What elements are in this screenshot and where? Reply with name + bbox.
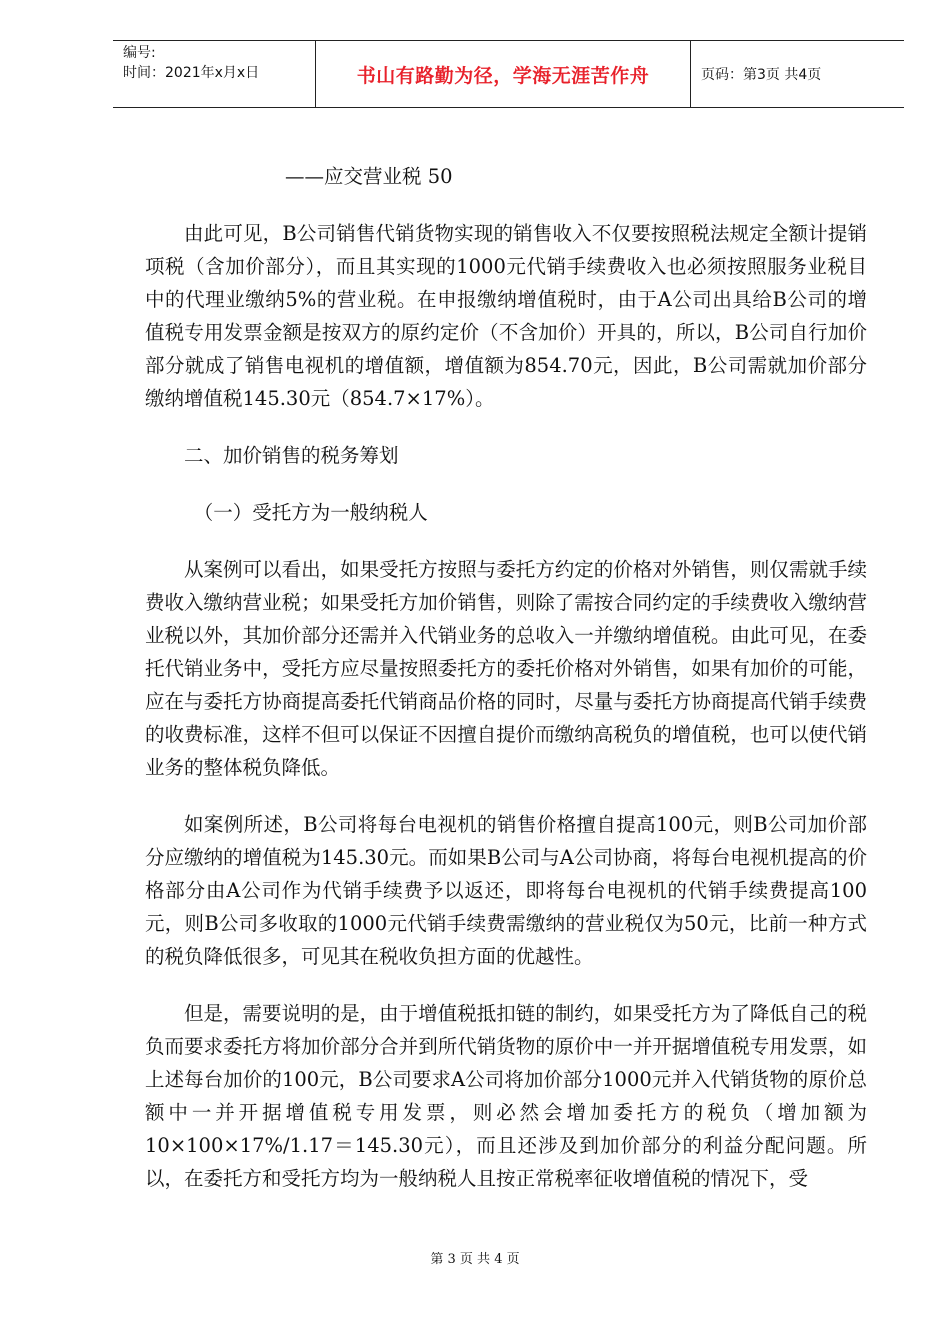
header-motto: 书山有路勤为径，学海无涯苦作舟 xyxy=(316,41,691,107)
document-body xyxy=(145,160,867,1195)
paragraph-analysis: 从案例可以看出，如果受托方按照与委托方约定的价格对外销售，则仅需就手续费收入缴纳营业税；如果受托方加价销售，则除了需按合同约定的手续费收入缴纳营业税以外，其加价部分还需并入代销业务的总收入一并缴纳增值税。由此可见，在委托代销业务中，受托方应尽量按照委托方的委托价格对外销售，如果有加价的可能，应在与委托方协商提高委托代销商品价格的同时，尽量与委托方协商提高代销手续费的收费标准，这样不但可以保证不因擅自提价而缴纳高税负的增值税，也可以使代销业务的整体税负降低。 xyxy=(145,558,867,779)
document-number-label: 编号: xyxy=(123,45,156,61)
page-header xyxy=(113,40,904,108)
page-footer: 第 3 页 共 4 页 xyxy=(430,1252,520,1267)
header-meta-cell xyxy=(113,41,316,107)
document-time-label: 时间：2021年x月x日 xyxy=(123,65,260,81)
paragraph-example: 如案例所述，B公司将每台电视机的销售价格擅自提高100元，则B公司加价部分应缴纳的增值税为145.30元。而如果B公司与A公司协商，将每台电视机提高的价格部分由A公司作为代销手续费予以返还，即将每台电视机的代销手续费提高100元，则B公司多收取的1000元代销手续费需缴纳的营业税仅为50元，比前一种方式的税负降低很多，可见其在税收负担方面的优越性。 xyxy=(145,813,867,968)
section-heading: 二、加价销售的税务筹划 xyxy=(184,444,399,467)
journal-entry-line: ——应交营业税 50 xyxy=(285,165,453,188)
paragraph-conclusion: 由此可见，B公司销售代销货物实现的销售收入不仅要按照税法规定全额计提销项税（含加价部分），而且其实现的1000元代销手续费收入也必须按照服务业税目中的代理业缴纳5%的营业税。在申报缴纳增值税时，由于A公司出具给B公司的增值税专用发票金额是按双方的原约定价（不含加价）开具的，所以，B公司自行加价部分就成了销售电视机的增值额，增值额为854.70元，因此，B公司需就加价部分缴纳增值税145.30元（854.7×17%）。 xyxy=(145,222,867,410)
subsection-heading: （一）受托方为一般纳税人 xyxy=(193,501,428,524)
paragraph-caveat: 但是，需要说明的是，由于增值税抵扣链的制约，如果受托方为了降低自己的税负而要求委托方将加价部分合并到所代销货物的原价中一并开据增值税专用发票，如上述每台加价的100元，B公司要求A公司将加价部分1000元并入代销货物的原价总额中一并开据增值税专用发票，则必然会增加委托方的税负（增加额为10×100×17%/1.17＝145.30元），而且还涉及到加价部分的利益分配问题。所以，在委托方和受托方均为一般纳税人且按正常税率征收增值税的情况下，受 xyxy=(145,1002,867,1190)
header-page-number: 页码：第3页 共4页 xyxy=(701,67,822,83)
